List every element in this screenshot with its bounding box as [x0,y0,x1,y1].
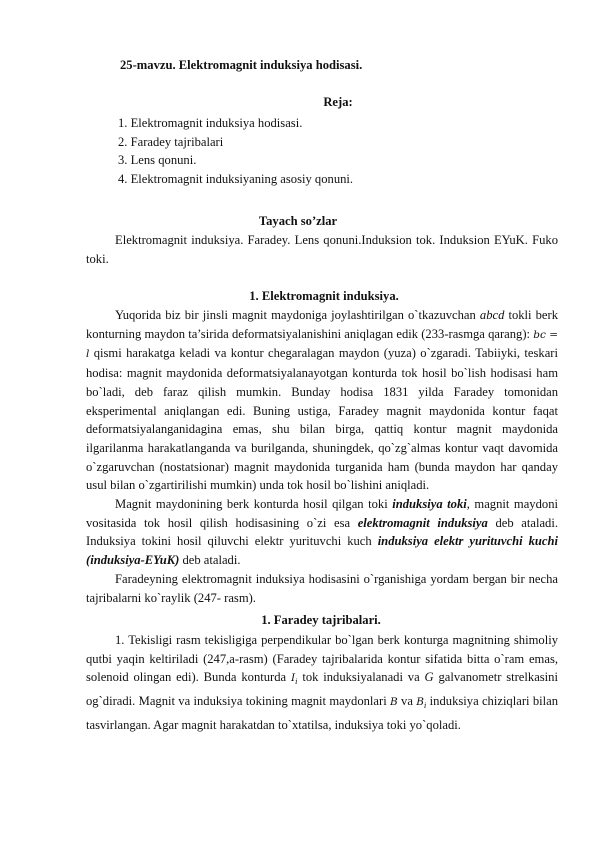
keywords-heading: Tayach so’zlar [258,214,338,228]
plan-list [118,114,353,188]
formula-bc-l: bc = l [86,328,558,361]
plan-item: 4. Elektromagnit induksiyaning asosiy qonuni. [118,171,354,186]
formula-B: B [390,696,398,709]
keywords-text: Elektromagnit induksiya. Faradey. Lens qonuni.Induksion tok. Induksion EYuK. Fuko toki. [86,233,558,266]
keywords-block [86,231,558,268]
section2-body [86,631,558,735]
term-elektromagnit-induksiya: elektromagnit induksiya [357,515,488,530]
contour-label: abcd [479,308,505,322]
plan-heading: Reja: [323,95,353,109]
galvanometer-label: G [424,670,434,685]
section1-body [86,306,558,607]
section2-paragraph-1: 1. Tekisligi rasm tekisligiga perpendikular bo`lgan berk konturga magnitning shimoliy qutbi yaqin keltiriladi (247,a-rasm) (Faradey tajribalarida kontur sifatida bitta o`ram emas, solenoid olingan edi). Bunda konturda $I_i$ tok induksiyalanadi va G galvanometr strelkasini og`diradi. Magnit va induksiya tokining magnit maydonlari B va $B_i$ induksiya chiziqlari bilan tasvirlangan. Agar magnit harakatdan to`xtatilsa, induksiya toki yo`qoladi. [86,633,559,732]
term-induksiya-toki: induksiya toki [392,497,467,512]
section1-paragraph-3: Faradeyning elektromagnit induksiya hodisasini o`rganishiga yordam bergan bir necha tajribalarni ko`raylik (247- rasm). [86,571,558,605]
section2-heading: 1. Faradey tajribalari. [261,613,381,627]
formula-Bi: $B_i$ [416,696,427,711]
lecture-title: 25-mavzu. Elektromagnit induksiya hodisasi. [120,58,363,72]
section1-heading: 1. Elektromagnit induksiya. [249,289,399,303]
plan-item: 1. Elektromagnit induksiya hodisasi. [118,116,303,130]
plan-item: 3. Lens qonuni. [118,153,197,168]
section1-paragraph-2: Magnit maydonining berk konturda hosil qilgan toki induksiya toki, magnit maydoni vositasida tok hosil qilish hodisasining o`zi esa elektromagnit induksiya deb ataladi. Induksiya tokini hosil qiluvchi elektr yurituvchi kuch induksiya elektr yurituvchi kuchi (induksiya-EYuK) deb ataladi. [86,497,558,568]
section1-paragraph-1: Yuqorida biz bir jinsli magnit maydoniga joylashtirilgan o`tkazuvchan abcd tokli berk konturning maydon ta’sirida deformatsiyalanishini aniqlagan edik (233-rasmga qarang): bc = l qismi harakatga keladi va kontur chegaralagan maydon (yuza) o`zgaradi. Tabiiyki, teskari hodisa: magnit maydonida deformatsiyalanayotgan konturda tok hosil bo`lish hodisasi ham bo`ladi, deb faraz qilish mumkin. Bunday hodisa 1831 yilda Faradey tomonidan eksperimental aniqlangan edi. Buning ustiga, Faradey magnit maydonida kontur faqat deformatsiyalanganidagina emas, shu bilan birga, qattiq kontur magnit maydonida ilgarilanma harakatlanganda va burilganda, shuningdek, qo`zg`almas kontur vaqt davomida o`zgaruvchan (nostatsionar) magnit maydonida turganida ham (bunda maydon har qanday usul bilan o`zgartirilishi mumkin) unda tok hosil bo`lishini aniqladi. [86,308,558,493]
formula-Ii: $I_i$ [290,672,298,687]
term-induksiya-eyuk: induksiya elektr yurituvchi kuchi (induksiya-EYuK) [86,534,558,568]
plan-item: 2. Faradey tajribalari [118,134,224,149]
